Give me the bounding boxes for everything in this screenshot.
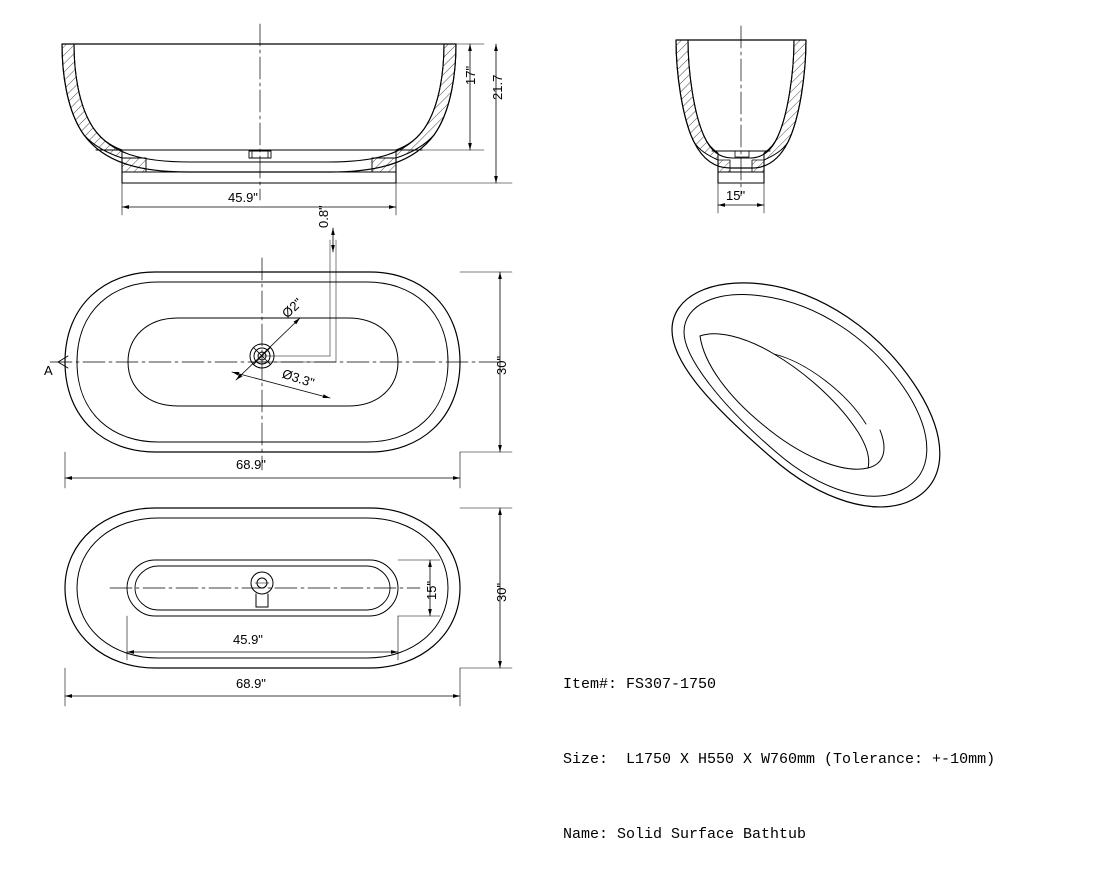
dim-top-overall-length: 68.9" <box>236 457 266 472</box>
spec-name: Name: Solid Surface Bathtub <box>563 826 807 843</box>
bottom-plan-view <box>65 508 512 706</box>
isometric-view <box>672 283 940 507</box>
spec-item-number: Item#: FS307-1750 <box>563 676 717 693</box>
dim-front-overall-height: 21.7 <box>490 74 505 100</box>
dim-front-base-width: 45.9" <box>228 190 258 205</box>
dim-side-base-width: 15" <box>726 188 746 203</box>
dim-top-drain-diameter: Ø2" <box>279 295 306 321</box>
dim-top-drain-outer-diameter: Ø3.3" <box>280 366 317 391</box>
dim-bottom-base-length: 45.9" <box>233 632 263 647</box>
dim-top-overall-width: 30" <box>494 355 509 375</box>
title-block <box>563 622 995 872</box>
spec-size: Size: L1750 X H550 X W760mm (Tolerance: +-10mm) <box>563 751 996 768</box>
dim-bottom-overall-width: 30" <box>494 582 509 602</box>
dim-bottom-overall-length: 68.9" <box>236 676 266 691</box>
dim-front-inner-height: 17" <box>463 65 478 85</box>
dim-bottom-base-width: 15" <box>424 580 439 600</box>
section-mark-a: A <box>44 363 53 378</box>
side-elevation-section <box>676 26 806 213</box>
front-elevation-section <box>62 24 512 215</box>
dim-top-drain-offset: 0.8" <box>316 205 331 228</box>
top-plan-view <box>50 228 512 488</box>
